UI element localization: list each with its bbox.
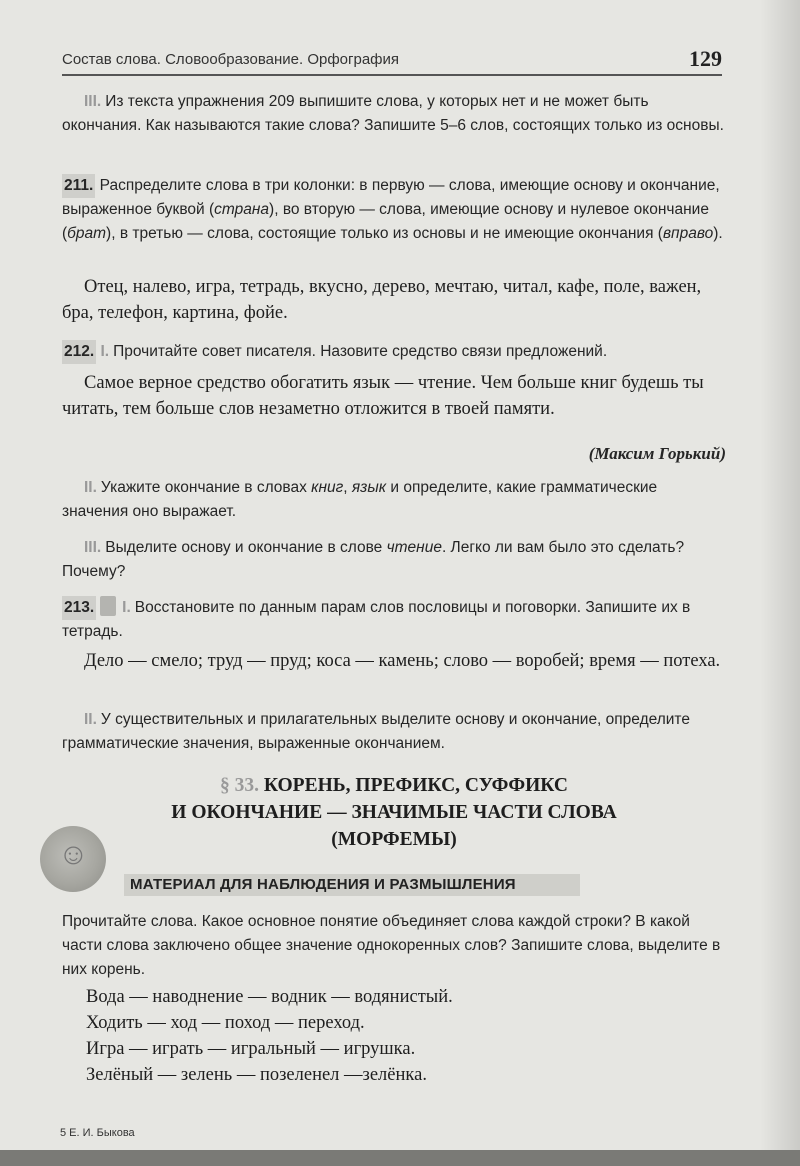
page-footer: 5 Е. И. Быкова xyxy=(60,1127,135,1139)
section-title xyxy=(62,772,726,853)
writer-quote xyxy=(62,370,726,422)
notebook-icon xyxy=(100,596,116,616)
exercise-212 xyxy=(62,340,726,364)
exercise-number: 213. xyxy=(62,596,96,620)
exercise-211-words xyxy=(62,274,726,326)
bottom-band xyxy=(0,1150,800,1166)
section-title-line: И ОКОНЧАНИЕ — ЗНАЧИМЫЕ ЧАСТИ СЛОВА xyxy=(171,802,617,823)
exercise-212-part3 xyxy=(62,536,726,584)
roman-numeral: I. xyxy=(100,343,110,360)
example-word: книг xyxy=(311,479,344,496)
task-text: и определите, какие грамматические значения оно выражает. xyxy=(62,479,658,520)
task-text: . Легко ли вам было это сделать? Почему? xyxy=(62,539,685,580)
word-rows xyxy=(86,984,726,1088)
roman-numeral: II. xyxy=(84,711,97,728)
word-list: Отец, налево, игра, тетрадь, вкусно, дерево, мечтаю, читал, кафе, поле, важен, бра, телефон, картина, фойе. xyxy=(62,277,702,323)
quote-author: (Максим Горький) xyxy=(588,444,726,463)
word-row: Вода — наводнение — водник — водянистый. xyxy=(86,987,453,1007)
task-text: ). xyxy=(713,225,723,242)
exercise-number: 211. xyxy=(62,174,95,198)
word-row: Зелёный — зелень — позеленел —зелёнка. xyxy=(86,1065,427,1085)
observation-subheader: МАТЕРИАЛ ДЛЯ НАБЛЮДЕНИЯ И РАЗМЫШЛЕНИЯ xyxy=(124,874,580,896)
section-title-line: (МОРФЕМЫ) xyxy=(331,829,457,850)
observation-task xyxy=(62,910,726,982)
task-text: Укажите окончание в словах xyxy=(100,479,312,496)
quote-text: Самое верное средство обогатить язык — чтение. Чем больше книг будешь ты читать, тем больше слов незаметно отложится в твоей памяти. xyxy=(62,373,704,419)
exercise-212-part2 xyxy=(62,476,726,524)
page-number: 129 xyxy=(689,46,722,71)
task-text: Выделите основу и окончание в слове xyxy=(105,539,387,556)
roman-numeral: I. xyxy=(122,599,131,616)
example-word: чтение xyxy=(386,539,442,556)
task-text: Прочитайте совет писателя. Назовите средство связи предложений. xyxy=(113,343,608,360)
task-text: У существительных и прилагательных выделите основу и окончание, определите грамматические значения, выраженные окончанием. xyxy=(62,711,690,752)
pairs-text: Дело — смело; труд — пруд; коса — камень; слово — воробей; время — потеха. xyxy=(84,651,721,671)
header-title: Состав слова. Словообразование. Орфография xyxy=(62,51,400,68)
task-text: , xyxy=(343,479,352,496)
exercise-213-part2 xyxy=(62,708,726,756)
roman-numeral: II. xyxy=(84,479,97,496)
page-edge-shadow xyxy=(760,0,800,1166)
exercise-number: 212. xyxy=(62,340,96,364)
example-word: язык xyxy=(351,479,387,496)
exercise-209-part3 xyxy=(62,90,726,138)
section-number: § 33. xyxy=(219,775,259,796)
task-text: Восстановите по данным парам слов пословицы и поговорки. Запишите их в тетрадь. xyxy=(62,599,691,640)
task-text: Распределите слова в три колонки: в первую — слова, имеющие основу и окончание, выраженное буквой ( xyxy=(62,177,720,218)
example-word: вправо xyxy=(662,225,714,242)
roman-numeral: III. xyxy=(84,93,102,110)
roman-numeral: III. xyxy=(84,539,102,556)
task-text: ), в третью — слова, состоящие только из основы и не имеющие окончания ( xyxy=(106,225,663,242)
word-row: Игра — играть — игральный — игрушка. xyxy=(86,1039,416,1059)
task-text: Из текста упражнения 209 выпишите слова, у которых нет и не может быть окончания. Как называются такие слова? Запишите 5–6 слов, состоящих только из основы. xyxy=(62,93,724,134)
task-text: ), во вторую — слова, имеющие основу и нулевое окончание ( xyxy=(62,201,709,242)
example-word: страна xyxy=(214,201,270,218)
section-title-line: КОРЕНЬ, ПРЕФИКС, СУФФИКС xyxy=(263,775,568,796)
exercise-213 xyxy=(62,596,726,644)
proverb-pairs xyxy=(62,648,726,674)
word-row: Ходить — ход — поход — переход. xyxy=(86,1013,365,1033)
example-word: брат xyxy=(67,225,107,242)
task-text: Прочитайте слова. Какое основное понятие объединяет слова каждой строки? В какой части слова заключено общее значение однокоренных слов? Запишите слова, выделите в них корень. xyxy=(62,913,721,978)
smile-face-icon: ☺ xyxy=(58,838,89,871)
running-header xyxy=(62,48,722,76)
exercise-211 xyxy=(62,174,726,246)
